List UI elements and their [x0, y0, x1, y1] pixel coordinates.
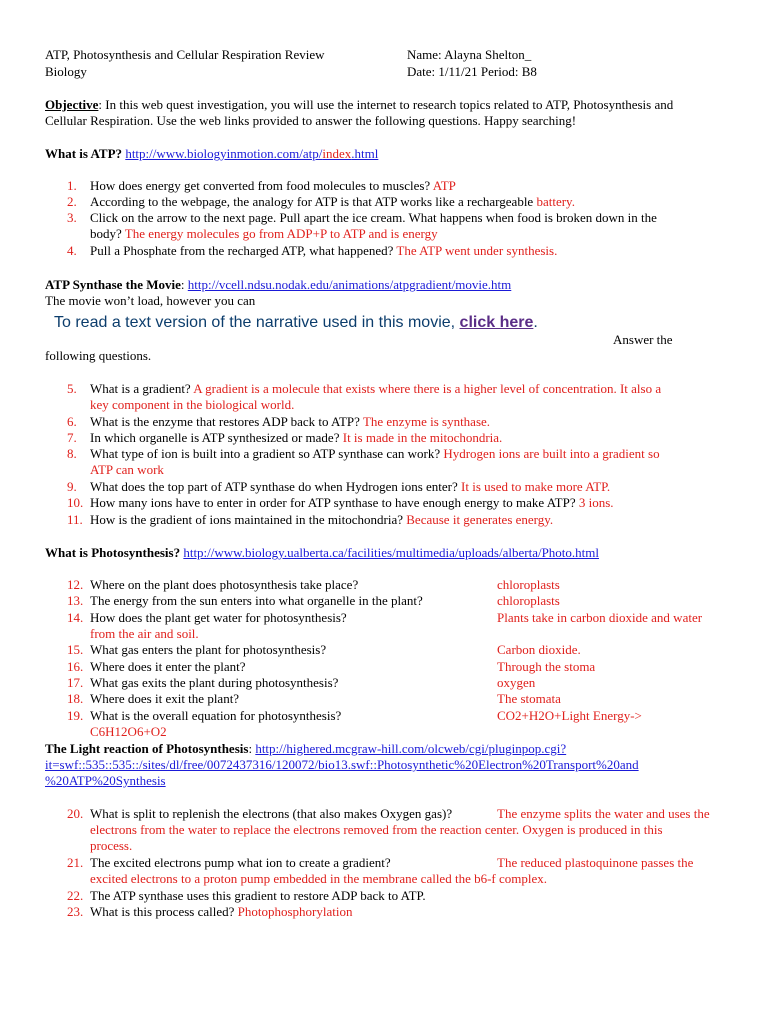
click-here-link[interactable]: click here — [459, 314, 534, 331]
synthase-heading-line: ATP Synthase the Movie: http://vcell.ndsu.nodak.edu/animations/atpgradient/movie.htm — [45, 277, 512, 292]
photo-heading: What is Photosynthesis? — [45, 545, 181, 560]
question-number: 22. — [67, 888, 84, 903]
question-number: 9. — [67, 479, 77, 494]
following-questions-text: following questions. — [45, 348, 152, 363]
list-item: The excited electrons pump what ion to create a gradient? — [90, 855, 391, 870]
atp-link[interactable]: http://www.biologyinmotion.com/atp/index.html — [125, 146, 379, 161]
answer-the-text: Answer the — [613, 332, 673, 347]
worksheet-title: ATP, Photosynthesis and Cellular Respiration Review — [45, 47, 325, 62]
photo-heading-line — [45, 545, 599, 561]
list-item: The energy from the sun enters into what organelle in the plant? — [90, 593, 423, 608]
answer-cont: process. — [90, 838, 133, 853]
question-number: 1. — [67, 178, 77, 193]
question-number: 23. — [67, 904, 84, 919]
list-item: What is split to replenish the electrons (that also makes Oxygen gas)? — [90, 806, 453, 821]
light-heading: The Light reaction of Photosynthesis — [45, 741, 249, 756]
question-number: 12. — [67, 577, 84, 592]
question-number: 19. — [67, 708, 84, 723]
objective-label: Objective — [45, 97, 99, 112]
list-item: How does the plant get water for photosynthesis? — [90, 610, 347, 625]
list-item: What is this process called? Photophosphorylation — [90, 904, 353, 919]
question-number: 15. — [67, 642, 84, 657]
list-item: Click on the arrow to the next page. Pull apart the ice cream. What happens when food is broken down in the — [90, 210, 657, 225]
question-number: 3. — [67, 210, 77, 225]
list-item: The ATP synthase uses this gradient to restore ADP back to ATP. — [90, 888, 426, 903]
question-number: 21. — [67, 855, 84, 870]
objective-line-1 — [45, 97, 673, 113]
list-item: Pull a Phosphate from the recharged ATP, what happened? The ATP went under synthesis. — [90, 243, 558, 258]
list-item-cont: ATP can work — [90, 462, 164, 477]
list-item: What gas exits the plant during photosynthesis? — [90, 675, 339, 690]
question-number: 14. — [67, 610, 84, 625]
answer: CO2+H2O+Light Energy-> — [497, 708, 642, 723]
list-item: How is the gradient of ions maintained in the mitochondria? Because it generates energy. — [90, 512, 554, 527]
photo-link[interactable]: http://www.biology.ualberta.ca/facilities/multimedia/uploads/alberta/Photo.html — [183, 545, 599, 560]
list-item: According to the webpage, the analogy for ATP is that ATP works like a rechargeable battery. — [90, 194, 575, 209]
answer-cont: electrons from the water to replace the electrons removed from the reaction center. Oxygen is produced in this — [90, 822, 663, 837]
list-item-cont: key component in the biological world. — [90, 397, 295, 412]
synthase-note: The movie won’t load, however you can — [45, 293, 256, 308]
question-number: 18. — [67, 691, 84, 706]
light-link-part1[interactable]: http://highered.mcgraw-hill.com/olcweb/cgi/pluginpop.cgi? — [255, 741, 567, 756]
answer: Through the stoma — [497, 659, 596, 674]
question-number: 7. — [67, 430, 77, 445]
answer: Carbon dioxide. — [497, 642, 581, 657]
answer: The reduced plastoquinone passes the — [497, 855, 694, 870]
student-name: Name: Alayna Shelton_ — [407, 47, 532, 62]
question-number: 11. — [67, 512, 83, 527]
question-number: 5. — [67, 381, 77, 396]
light-heading-line: The Light reaction of Photosynthesis: http://highered.mcgraw-hill.com/olcweb/cgi/pluginpop.cgi? — [45, 741, 567, 756]
synthase-heading: ATP Synthase the Movie — [45, 277, 181, 292]
list-item: What does the top part of ATP synthase do when Hydrogen ions enter? It is used to make more ATP. — [90, 479, 611, 494]
question-number: 6. — [67, 414, 77, 429]
atp-heading: What is ATP? — [45, 146, 123, 161]
answer: The stomata — [497, 691, 561, 706]
synthase-link[interactable]: http://vcell.ndsu.nodak.edu/animations/atpgradient/movie.htm — [187, 277, 512, 292]
question-number: 2. — [67, 194, 77, 209]
atp-heading-line — [45, 146, 378, 162]
answer-cont: C6H12O6+O2 — [90, 724, 167, 739]
answer: chloroplasts — [497, 577, 560, 592]
answer-cont: from the air and soil. — [90, 626, 199, 641]
list-item: Where does it exit the plant? — [90, 691, 240, 706]
answer: chloroplasts — [497, 593, 560, 608]
list-item: Where does it enter the plant? — [90, 659, 246, 674]
answer-cont: excited electrons to a proton pump embedded in the membrane called the b6-f complex. — [90, 871, 548, 886]
answer: The enzyme splits the water and uses the — [497, 806, 710, 821]
list-item-cont: body? The energy molecules go from ADP+P to ATP and is energy — [90, 226, 438, 241]
subject-label: Biology — [45, 64, 87, 79]
list-item: How many ions have to enter in order for ATP synthase to have enough energy to make ATP? 3 ions. — [90, 495, 614, 510]
answer: Plants take in carbon dioxide and water — [497, 610, 703, 625]
question-number: 16. — [67, 659, 84, 674]
answer: oxygen — [497, 675, 536, 690]
narrative-callout: To read a text version of the narrative used in this movie, click here. — [54, 314, 538, 331]
question-number: 10. — [67, 495, 84, 510]
question-number: 17. — [67, 675, 84, 690]
list-item: What type of ion is built into a gradient so ATP synthase can work? Hydrogen ions are built into a gradient so — [90, 446, 660, 461]
list-item: What is a gradient? A gradient is a molecule that exists where there is a higher level of concentration. It also a — [90, 381, 662, 396]
date-period: Date: 1/11/21 Period: B8 — [407, 64, 537, 79]
list-item: In which organelle is ATP synthesized or made? It is made in the mitochondria. — [90, 430, 503, 445]
question-number: 20. — [67, 806, 84, 821]
list-item: What is the overall equation for photosynthesis? — [90, 708, 342, 723]
list-item: How does energy get converted from food molecules to muscles? ATP — [90, 178, 456, 193]
question-number: 13. — [67, 593, 84, 608]
list-item: What is the enzyme that restores ADP back to ATP? The enzyme is synthase. — [90, 414, 491, 429]
question-number: 8. — [67, 446, 77, 461]
list-item: What gas enters the plant for photosynthesis? — [90, 642, 327, 657]
light-link-part2[interactable]: it=swf::535::535::/sites/dl/free/0072437316/120072/bio13.swf::Photosynthetic%20Electron%20Transport%20and — [45, 757, 639, 772]
question-number: 4. — [67, 243, 77, 258]
list-item: Where on the plant does photosynthesis take place? — [90, 577, 359, 592]
light-link-part3[interactable]: %20ATP%20Synthesis — [45, 773, 166, 788]
objective-text-2: Cellular Respiration. Use the web links provided to answer the following questions. Happy searching! — [45, 113, 577, 128]
objective-text-1: : In this web quest investigation, you will use the internet to research topics related to ATP, Photosynthesis and — [98, 97, 674, 112]
